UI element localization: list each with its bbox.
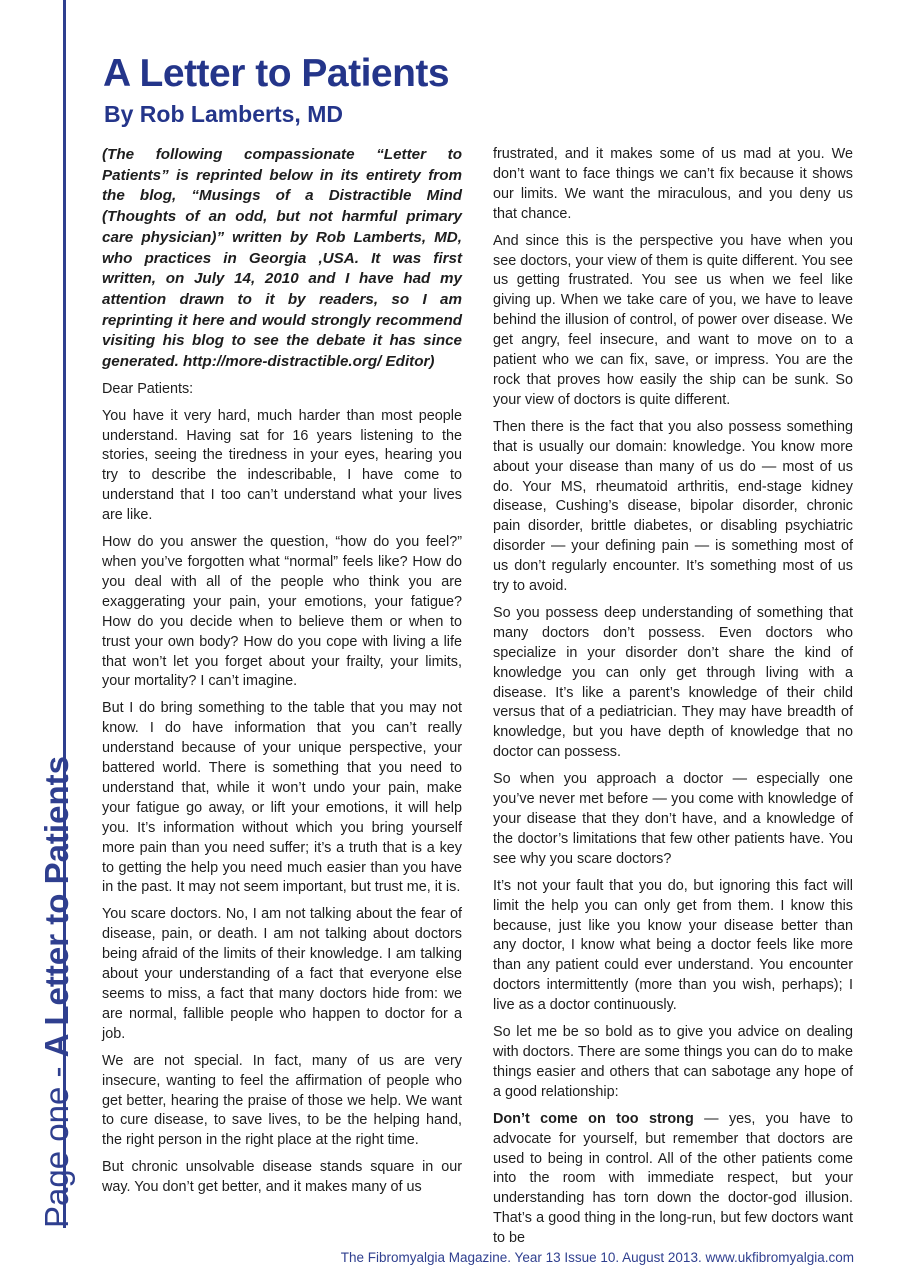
paragraph: How do you answer the question, “how do you feel?” when you’ve forgotten what “normal” feels like? How do you deal with all of the people who think you are exaggerating your pain, your emotions, your fatigue? How do you decide when to believe them or when to trust your own body? How do you cope with living a life that won’t let you forget about your frailty, your limits, your mortality? I can’t imagine. xyxy=(102,534,462,690)
paragraph: You scare doctors. No, I am not talking about the fear of disease, pain, or death. I am not talking about doctors being afraid of the limits of their knowledge. I am talking about your understanding of a fact that everyone else seems to miss, a fact that many doctors hide from: we are normal, fallible people who happen to doctor for a job. xyxy=(102,906,462,1042)
right-column xyxy=(493,145,853,1256)
paragraph: Then there is the fact that you also possess something that is usually our domain: knowledge. You know more about your disease than many of us do — most of us do. Your MS, rheumatoid arthritis, end-stage kidney disease, Cushing’s disease, bipolar disorder, chronic pain disorder, brittle diabetes, or disabling psychiatric disorder — your defining pain — is something most of us don’t regularly encounter. It’s something most of us try to avoid. xyxy=(493,418,853,595)
paragraph: It’s not your fault that you do, but ignoring this fact will limit the help you can only get from them. I know this because, just like you know your disease better than any doctor, I know what being a doctor feels like more than any patient could ever understand. You encounter doctors intermittently (more than you wish, perhaps); I live as a doctor continuously. xyxy=(493,877,853,1014)
page-footer: The Fibromyalgia Magazine. Year 13 Issue 10. August 2013. www.ukfibromyalgia.com xyxy=(340,1250,854,1265)
paragraph: But chronic unsolvable disease stands square in our way. You don’t get better, and it makes many of us xyxy=(102,1159,462,1196)
advice-text: — yes, you have to advocate for yourself, but remember that doctors are used to being in control. All of the other patients come into the room with immediate respect, but your understanding has torn down the doctor-god illusion. That’s a good thing in the long-run, but few doctors want to be xyxy=(493,1110,853,1247)
paragraph: So when you approach a doctor — especially one you’ve never met before — you come with knowledge of your disease that they don’t have, and a knowledge of the doctor’s limitations that few other patients have. You see why you scare doctors? xyxy=(493,771,853,867)
advice-heading: Don’t come on too strong xyxy=(493,1110,694,1127)
advice-paragraph xyxy=(493,1110,853,1249)
article-byline: By Rob Lamberts, MD xyxy=(104,101,343,127)
sidebar-page-label xyxy=(40,756,73,1228)
paragraph: So you possess deep understanding of something that many doctors don’t possess. Even doctors who specialize in your disorder don’t share the kind of knowledge you can only get through living with a disease. It’s like a parent’s knowledge of their child versus that of a pediatrician. They may have breadth of knowledge, but you have depth of knowledge that no doctor can possess. xyxy=(493,604,853,761)
article-title: A Letter to Patients xyxy=(103,52,450,95)
sidebar-page-title: A Letter to Patients xyxy=(38,756,75,1058)
paragraph: But I do bring something to the table that you may not know. I do have information that you can’t really understand because of your unique perspective, your battered world. There is something that you need to understand that, while it won’t undo your pain, make your fatigue go away, or lift your emotions, it will help you. It’s information without which you bring yourself more pain than you need suffer; it’s a truth that is a key to getting the help you need much easier than you have in the past. It may not seem important, but trust me, it is. xyxy=(102,700,462,896)
sidebar-page-prefix: Page one - xyxy=(38,1057,75,1228)
paragraph: And since this is the perspective you have when you see doctors, your view of them is quite different. You see us getting frustrated. You see us when we feel like giving up. When we take care of you, we have to leave behind the illusion of control, of power over disease. We get angry, feel insecure, and want to move on to a patient who we can fix, save, or impress. You are the rock that proves how easily the ship can be sunk. So your view of doctors is quite different. xyxy=(493,232,853,408)
editor-intro: (The following compassionate “Letter to Patients” is reprinted below in its entirety from the blog, “Musings of a Distractible Mind (Thoughts of an odd, but not harmful primary care physician)” written by Rob Lamberts, MD, who practices in Georgia ,USA. It was first written, on July 14, 2010 and I have had my attention drawn to it by readers, so I am reprinting it here and would strongly recommend visiting his blog to see the debate it has since generated. http://more-distractible.org/ Editor) xyxy=(102,146,462,371)
paragraph: You have it very hard, much harder than most people understand. Having sat for 16 years listening to the stories, seeing the tiredness in your eyes, hearing you try to describe the indescribable, I have come to understand that I too can’t understand what your lives are like. xyxy=(102,407,462,524)
paragraph: frustrated, and it makes some of us mad at you. We don’t want to face things we can’t fix because it shows our limits. We want the miraculous, and you deny us that chance. xyxy=(493,146,853,222)
paragraph: So let me be so bold as to give you advice on dealing with doctors. There are some things you can do to make things easier and others that can sabotage any hope of a good relationship: xyxy=(493,1024,853,1100)
left-column xyxy=(102,145,462,1205)
paragraph: We are not special. In fact, many of us are very insecure, wanting to feel the affirmation of people who get better, hearing the praise of those we help. We want to cure disease, to save lives, to be the helping hand, the right person in the right place at the right time. xyxy=(102,1052,462,1149)
salutation: Dear Patients: xyxy=(102,380,194,397)
